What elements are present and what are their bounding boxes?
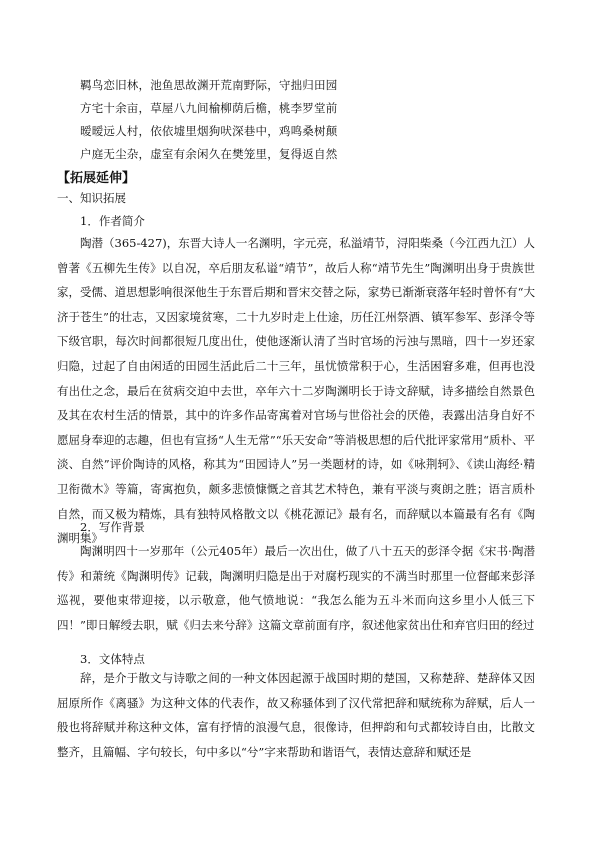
poem-line-3: 暧暧远人村，依依墟里烟狗吠深巷中，鸡鸣桑树颠 <box>80 124 338 138</box>
subsection-title-author: 1．作者简介 <box>80 214 145 228</box>
section-heading: 【拓展延伸】 <box>57 171 136 186</box>
paragraph-genre: 辞，是介于散文与诗歌之间的一种文体因起源于战国时期的楚国，又称楚辞、楚辞体又因屈原所作《离骚》为这种文体的代表作，故又称骚体到了汉代常把辞和赋统称为辞赋，后人一般也将辞赋并称这种文体，富有抒情的浪漫气息，很像诗，但押韵和句式都较诗自由，比散文整齐，且篇幅、字句较长，句中多以“兮”字来帮助和谐语气，表情达意辞和赋还是 <box>57 671 535 759</box>
subsection-title-genre: 3．文体特点 <box>80 652 145 666</box>
section-title-knowledge: 一、知识拓展 <box>57 191 126 205</box>
subsection-title-background: 2．写作背景 <box>80 520 145 534</box>
poem-line-4: 户庭无尘杂，虚室有余闲久在樊笼里，复得返自然 <box>80 147 338 161</box>
poem-line-1: 羁鸟恋旧林，池鱼思故渊开荒南野际，守拙归田园 <box>80 78 338 92</box>
paragraph-background: 陶渊明四十一岁那年（公元405年）最后一次出仕，做了八十五天的彭泽令据《宋书·陶潜传》和萧统《陶渊明传》记载，陶渊明归隐是出于对腐朽现实的不满当时那里一位督邮来彭泽巡视，要他束带迎接，以示敬意，他气愤地说：“我怎么能为五斗米而向这乡里小人低三下四！”即日解绶去职，赋《归去来兮辞》这篇文章前面有序，叙述他家贫出仕和弃官归田的经过 <box>57 544 535 632</box>
poem-line-2: 方宅十余亩，草屋八九间榆柳荫后檐，桃李罗堂前 <box>80 101 338 115</box>
paragraph-author-intro: 陶潜（365-427)，东晋大诗人一名渊明，字元亮，私溢靖节，浔阳柴桑（今江西九江）人曾著《五柳先生传》以自况，卒后朋友私谥“靖节”，故后人称“靖节先生”陶渊明出身于贵族世家，受儒、道思想影响很深他生于东晋后期和晋宋交替之际，家势已渐渐衰落年轻时曾怀有“大济于苍生”的壮志，又因家境贫寒，二十九岁时走上仕途，历任江州祭酒、镇军参军、彭泽令等下级官职，每次时间都很短几度出仕，使他逐渐认清了当时官场的污浊与黑暗，四十一岁还家归隐，过起了自由闲适的田园生活此后二十三年，虽忧愤常积于心，生活困窘多难，但再也没有出仕之念，最后在贫病交迫中去世，卒年六十二岁陶渊明长于诗文辞赋，诗多描绘自然景色及其在农村生活的情景，其中的许多作品寄寓着对官场与世俗社会的厌倦，表露出洁身自好不愿屈身奉迎的志趣，但也有宣扬“人生无常”“乐天安命”等消极思想的后代批评家常用“质朴、平淡、自然”评价陶诗的风格，称其为“田园诗人”另一类题材的诗，如《咏荆轲》、《读山海经·精卫衔微木》等篇，寄寓抱负，颇多悲愤慷慨之音其艺术特色，兼有平淡与爽朗之胜；语言质朴自然，而又极为精炼，具有独特风格散文以《桃花源记》最有名，而辞赋以本篇最有名有《陶渊明集》 <box>57 236 535 546</box>
